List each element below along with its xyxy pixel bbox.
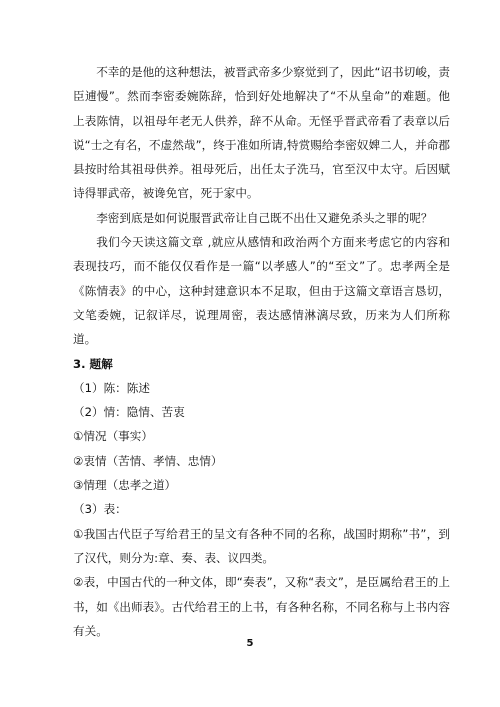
paragraph: 我们今天读这篇文章 ,就应从感情和政治两个方面来考虑它的内容和表现技巧，而不能仅仅看作是一篇“以孝感人”的“至文”了。忠孝两全是《陈情表》的中心，这种封建意识本不足取，但由于这篇文章语言恳切，文笔委婉，记叙详尽，说理周密，表达感情淋漓尽致，历来为人们所称道。 [73,235,450,347]
list-item: ②衷情（苦情、孝情、忠情） [73,453,223,468]
list-item: （1）陈：陈述 [73,380,150,395]
list-item: ①我国古代臣子写给君王的呈文有各种不同的名称，战国时期称”书”，到了汉代，则分为:章、奏、表、议四类。 [73,526,450,565]
list-item: ③情理（忠孝之道） [73,478,177,493]
section-heading: 3. 题解 [73,356,113,371]
list-item: ①情况（事实） [73,429,153,444]
paragraph: 李密到底是如何说服晋武帝让自己既不出仕又避免杀头之罪的呢？ [96,210,433,225]
list-item: （2）情：隐情、苦衷 [73,405,185,420]
list-item: ②表，中国古代的一种文体，即“奏表”，又称“表文”，是臣属给君王的上书，如《出师表》。古代给君王的上书，有各种名称，不同名称与上书内容有关。 [73,575,450,638]
paragraph: 不幸的是他的这种想法，被晋武帝多少察觉到了，因此“诏书切峻，责臣逋慢”。然而李密委婉陈辞，恰到好处地解决了“不从皇命”的难题。他上表陈情，以祖母年老无人供养，辞不从命。无怪乎晋武帝看了表章以后说“士之有名，不虚然哉”，终于准如所请,特赏赐给李密奴婢二人，并命郡县按时给其祖母供养。祖母死后，出任太子洗马，官至汉中太守。后因赋诗得罪武帝，被谗免官，死于家中。 [73,65,451,201]
document-body [73,60,450,643]
list-item: （3）表： [73,502,127,517]
page-number: 5 [246,638,254,649]
